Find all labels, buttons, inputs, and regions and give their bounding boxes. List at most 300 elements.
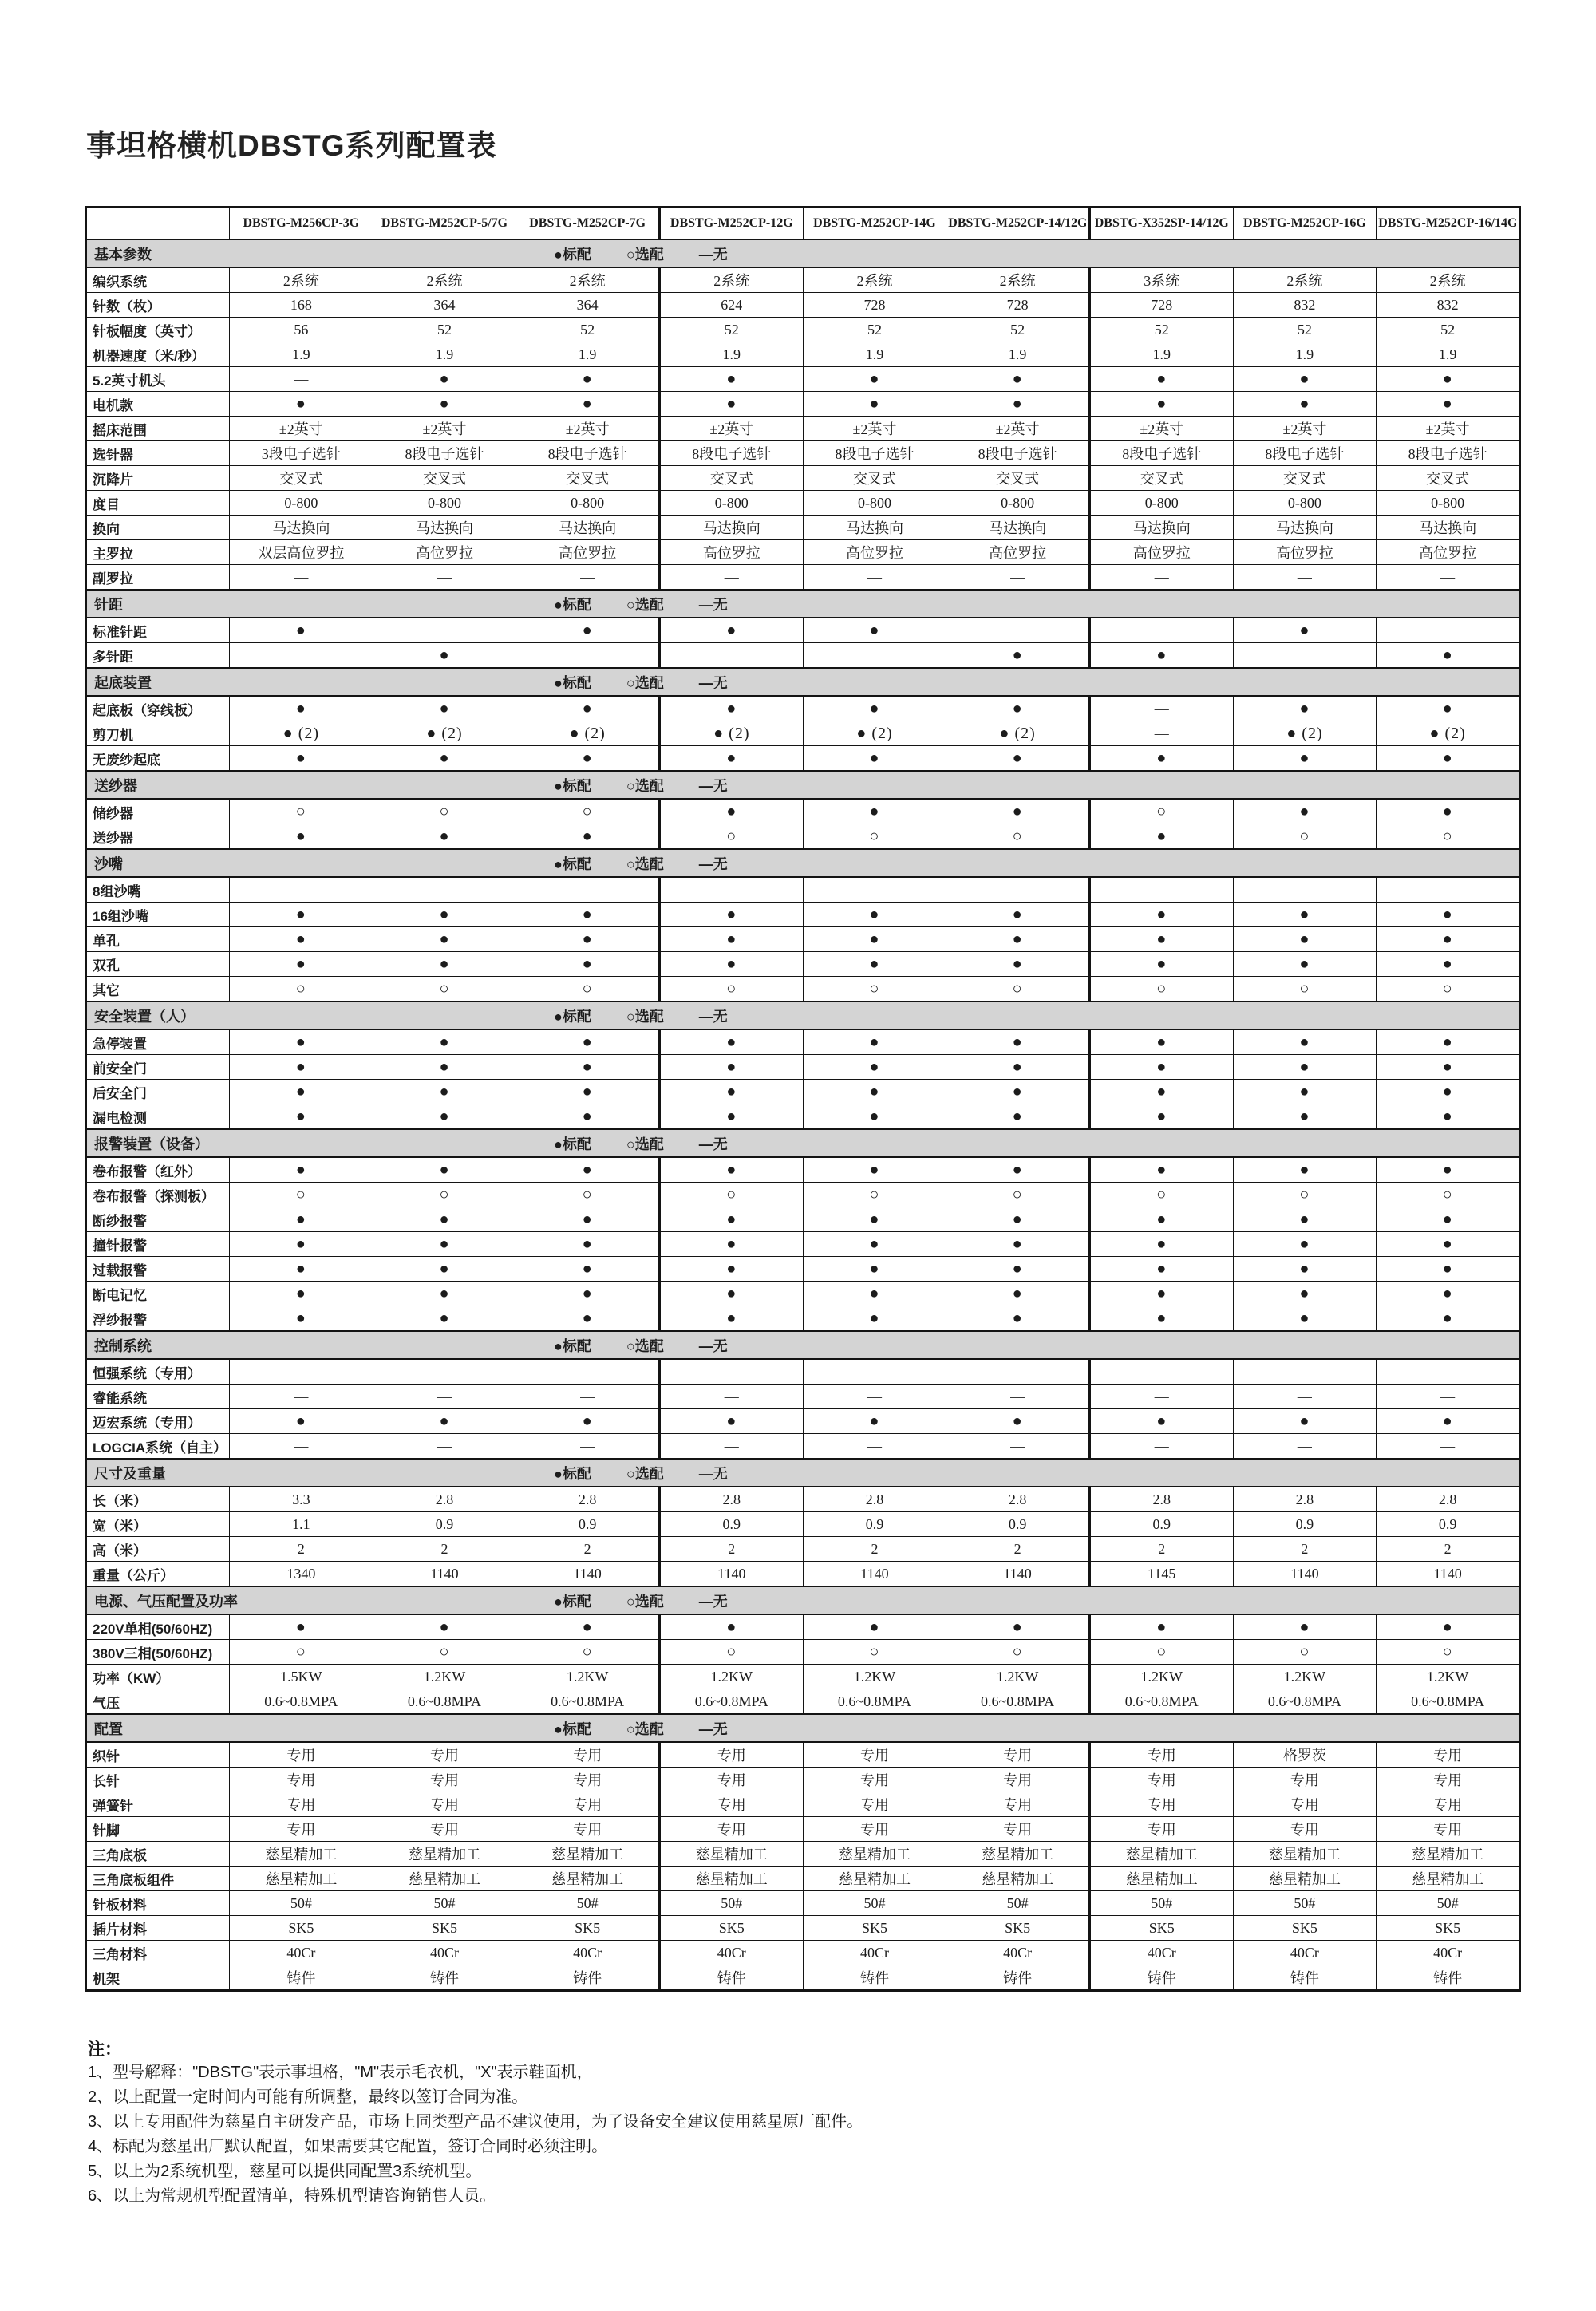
value-cell: ● (1233, 799, 1377, 824)
value-cell: — (1377, 877, 1520, 903)
model-header-cell: DBSTG-M252CP-16/14G (1377, 207, 1520, 240)
value-cell: ● (803, 952, 946, 977)
section-header-row (86, 1129, 1520, 1157)
value-cell: 专用 (1377, 1817, 1520, 1842)
value-cell: 专用 (1089, 1768, 1233, 1792)
value-cell: ● (516, 1104, 660, 1130)
value-cell: ● (516, 824, 660, 850)
value-cell: ● (516, 927, 660, 952)
value-cell: 慈星精加工 (516, 1867, 660, 1891)
value-cell: 专用 (516, 1817, 660, 1842)
value-cell: ● (1377, 643, 1520, 669)
value-cell: 专用 (659, 1742, 803, 1768)
note-item: 1、型号解释："DBSTG"表示事坦格，"M"表示毛衣机，"X"表示鞋面机， (88, 2064, 593, 2081)
legend (554, 853, 763, 874)
value-cell: ±2英寸 (803, 417, 946, 441)
value-cell: ● (946, 643, 1090, 669)
value-cell: 2系统 (803, 267, 946, 293)
row-label-cell: 双孔 (86, 952, 230, 977)
value-cell (373, 618, 516, 643)
row-label-cell: 16组沙嘴 (86, 903, 230, 927)
value-cell: 3段电子选针 (230, 441, 373, 466)
value-cell: 40Cr (373, 1941, 516, 1965)
row-label-cell: 沉降片 (86, 466, 230, 491)
value-cell: 40Cr (1377, 1941, 1520, 1965)
value-cell: — (1233, 1434, 1377, 1460)
value-cell: ● (373, 1257, 516, 1282)
value-cell: 1.2KW (516, 1665, 660, 1689)
section-header-row (86, 1459, 1520, 1487)
value-cell: 0.9 (516, 1512, 660, 1537)
value-cell: 慈星精加工 (803, 1867, 946, 1891)
value-cell: ● (1089, 952, 1233, 977)
section-title: 基本参数 (94, 246, 152, 263)
spec-row (86, 1157, 1520, 1183)
spec-row (86, 824, 1520, 850)
value-cell: ● (946, 1306, 1090, 1332)
value-cell: ● (516, 903, 660, 927)
value-cell: SK5 (946, 1916, 1090, 1941)
value-cell: ○ (230, 799, 373, 824)
value-cell: 铸件 (230, 1965, 373, 1991)
value-cell: ○ (1233, 824, 1377, 850)
row-label-cell: 三角材料 (86, 1941, 230, 1965)
value-cell: 40Cr (230, 1941, 373, 1965)
spec-row (86, 293, 1520, 318)
value-cell: — (230, 1434, 373, 1460)
value-cell: 0.9 (373, 1512, 516, 1537)
value-cell: — (1377, 1359, 1520, 1385)
value-cell: 专用 (1377, 1792, 1520, 1817)
value-cell: ● (1233, 1409, 1377, 1434)
value-cell: ○ (373, 977, 516, 1002)
value-cell: ● (659, 1207, 803, 1232)
value-cell: ● (373, 1080, 516, 1104)
note-item: 3、以上专用配件为慈星自主研发产品，市场上同类型产品不建议使用，为了设备安全建议使用慈星原厂配件。 (88, 2113, 863, 2131)
value-cell: 专用 (803, 1792, 946, 1817)
value-cell: ● (516, 1207, 660, 1232)
value-cell: 专用 (1233, 1768, 1377, 1792)
value-cell: ● (1233, 1257, 1377, 1282)
value-cell: 高位罗拉 (803, 540, 946, 565)
value-cell: 2系统 (1377, 267, 1520, 293)
value-cell: 2 (1089, 1537, 1233, 1562)
value-cell: 0.6~0.8MPA (1377, 1689, 1520, 1715)
legend-item: ○选配 (626, 1720, 664, 1737)
spec-row (86, 1768, 1520, 1792)
spec-table-body (86, 207, 1520, 1991)
row-label-cell: 5.2英寸机头 (86, 367, 230, 392)
value-cell: ● (2) (946, 721, 1090, 746)
value-cell: ● (516, 1306, 660, 1332)
value-cell: — (230, 1385, 373, 1409)
spec-row (86, 1104, 1520, 1130)
value-cell: ● (373, 1029, 516, 1055)
value-cell: ● (373, 1207, 516, 1232)
value-cell: ● (659, 799, 803, 824)
value-cell (659, 643, 803, 669)
value-cell: 2 (516, 1537, 660, 1562)
value-cell: ● (373, 1306, 516, 1332)
value-cell: 慈星精加工 (1089, 1842, 1233, 1867)
value-cell: 3系统 (1089, 267, 1233, 293)
value-cell: ● (230, 1282, 373, 1306)
value-cell: 2 (946, 1537, 1090, 1562)
value-cell: — (659, 1385, 803, 1409)
value-cell: 52 (1377, 318, 1520, 342)
value-cell: ● (230, 952, 373, 977)
value-cell: ● (516, 1282, 660, 1306)
section-header-cell (86, 849, 1520, 877)
row-label-cell: 度目 (86, 491, 230, 516)
spec-row (86, 441, 1520, 466)
value-cell: — (946, 877, 1090, 903)
row-label-cell: 迈宏系统（专用） (86, 1409, 230, 1434)
value-cell: 1140 (516, 1562, 660, 1587)
value-cell: 1.2KW (659, 1665, 803, 1689)
spec-row (86, 1487, 1520, 1512)
value-cell: 专用 (803, 1742, 946, 1768)
value-cell: 1.9 (1377, 342, 1520, 367)
note-item: 5、以上为2系统机型，慈星可以提供同配置3系统机型。 (88, 2163, 482, 2180)
value-cell: — (803, 1385, 946, 1409)
spec-row (86, 1842, 1520, 1867)
legend-item: ●标配 (554, 1136, 591, 1152)
spec-row (86, 1562, 1520, 1587)
value-cell: 0.6~0.8MPA (516, 1689, 660, 1715)
value-cell: ○ (803, 977, 946, 1002)
legend-item: ●标配 (554, 1720, 591, 1737)
value-cell: — (659, 1434, 803, 1460)
value-cell: ○ (516, 1183, 660, 1207)
value-cell: ● (659, 952, 803, 977)
value-cell: ● (230, 927, 373, 952)
legend (554, 775, 763, 796)
value-cell: ● (1233, 392, 1377, 417)
value-cell: 格罗茨 (1233, 1742, 1377, 1768)
value-cell: SK5 (803, 1916, 946, 1941)
value-cell: ○ (803, 1183, 946, 1207)
value-cell: ○ (1233, 1640, 1377, 1665)
value-cell: 0.6~0.8MPA (373, 1689, 516, 1715)
value-cell: 慈星精加工 (516, 1842, 660, 1867)
value-cell: 马达换向 (373, 516, 516, 540)
row-label-cell: 电机款 (86, 392, 230, 417)
legend-item: ○选配 (626, 596, 664, 613)
value-cell: ● (2) (373, 721, 516, 746)
value-cell (946, 618, 1090, 643)
value-cell: ● (516, 1055, 660, 1080)
value-cell: 马达换向 (659, 516, 803, 540)
value-cell: 2.8 (803, 1487, 946, 1512)
legend-item: ●标配 (554, 1337, 591, 1354)
value-cell: ● (803, 799, 946, 824)
value-cell: — (373, 1385, 516, 1409)
value-cell: 0.6~0.8MPA (659, 1689, 803, 1715)
value-cell: 2.8 (946, 1487, 1090, 1512)
value-cell: ○ (1089, 799, 1233, 824)
value-cell: 马达换向 (516, 516, 660, 540)
value-cell: 铸件 (659, 1965, 803, 1991)
row-label-cell: 高（米） (86, 1537, 230, 1562)
value-cell: ±2英寸 (516, 417, 660, 441)
value-cell: ● (1233, 927, 1377, 952)
value-cell: 50# (946, 1891, 1090, 1916)
value-cell: ● (1089, 367, 1233, 392)
value-cell: ● (803, 927, 946, 952)
row-label-cell: 单孔 (86, 927, 230, 952)
value-cell: ● (230, 1055, 373, 1080)
section-header-cell (86, 239, 1520, 267)
value-cell: ● (1233, 1104, 1377, 1130)
value-cell: 1140 (373, 1562, 516, 1587)
section-header-row (86, 1586, 1520, 1614)
value-cell: ○ (1377, 1640, 1520, 1665)
legend-item: ●标配 (554, 674, 591, 691)
value-cell: — (1377, 565, 1520, 591)
value-cell: ● (1377, 952, 1520, 977)
row-label-cell: 剪刀机 (86, 721, 230, 746)
value-cell: ● (803, 1614, 946, 1640)
notes-label: 注： (88, 2040, 121, 2059)
value-cell: SK5 (373, 1916, 516, 1941)
value-cell: ● (1089, 927, 1233, 952)
value-cell: ○ (516, 977, 660, 1002)
value-cell: 624 (659, 293, 803, 318)
spec-row (86, 367, 1520, 392)
value-cell: ● (659, 1306, 803, 1332)
value-cell: ● (230, 1029, 373, 1055)
value-cell: ● (1377, 1055, 1520, 1080)
value-cell: SK5 (516, 1916, 660, 1941)
model-header-cell: DBSTG-X352SP-14/12G (1089, 207, 1233, 240)
value-cell: ● (230, 696, 373, 721)
value-cell: ● (659, 1409, 803, 1434)
spec-row (86, 1916, 1520, 1941)
value-cell: SK5 (1377, 1916, 1520, 1941)
value-cell: 慈星精加工 (1233, 1867, 1377, 1891)
spec-row (86, 1941, 1520, 1965)
section-header-cell (86, 590, 1520, 618)
model-header-cell: DBSTG-M252CP-14G (803, 207, 946, 240)
value-cell: 728 (946, 293, 1090, 318)
value-cell: 1.9 (516, 342, 660, 367)
value-cell: 铸件 (1089, 1965, 1233, 1991)
value-cell: 慈星精加工 (230, 1867, 373, 1891)
spec-row (86, 977, 1520, 1002)
legend (554, 1590, 763, 1611)
value-cell: ○ (1377, 977, 1520, 1002)
value-cell: ±2英寸 (1233, 417, 1377, 441)
value-cell: ● (1233, 1207, 1377, 1232)
legend-item: ○选配 (626, 855, 664, 872)
value-cell: — (1089, 721, 1233, 746)
value-cell: 0.9 (946, 1512, 1090, 1537)
legend-item: ●标配 (554, 1008, 591, 1025)
value-cell: ● (659, 1157, 803, 1183)
row-label-cell: 针脚 (86, 1817, 230, 1842)
value-cell: 1.2KW (373, 1665, 516, 1689)
value-cell: 40Cr (1233, 1941, 1377, 1965)
value-cell: 专用 (659, 1792, 803, 1817)
value-cell: — (230, 367, 373, 392)
value-cell: ● (946, 392, 1090, 417)
value-cell: ● (659, 1614, 803, 1640)
value-cell: 双层高位罗拉 (230, 540, 373, 565)
value-cell: — (373, 877, 516, 903)
value-cell: ● (946, 1207, 1090, 1232)
value-cell: ● (946, 799, 1090, 824)
value-cell: — (946, 1359, 1090, 1385)
value-cell: — (230, 877, 373, 903)
value-cell: 交叉式 (230, 466, 373, 491)
value-cell: 0.6~0.8MPA (1233, 1689, 1377, 1715)
value-cell: ● (516, 367, 660, 392)
row-label-cell: 针板材料 (86, 1891, 230, 1916)
spec-row (86, 1867, 1520, 1891)
value-cell: ● (1377, 1207, 1520, 1232)
value-cell: ● (1377, 1157, 1520, 1183)
row-label-cell: 主罗拉 (86, 540, 230, 565)
value-cell: 交叉式 (659, 466, 803, 491)
value-cell: 专用 (516, 1742, 660, 1768)
row-label-cell: 断纱报警 (86, 1207, 230, 1232)
legend (554, 1463, 763, 1483)
value-cell: 2.8 (659, 1487, 803, 1512)
value-cell: ● (1089, 1104, 1233, 1130)
value-cell: 慈星精加工 (659, 1867, 803, 1891)
value-cell: ±2英寸 (373, 417, 516, 441)
spec-row (86, 1232, 1520, 1257)
row-label-cell: 宽（米） (86, 1512, 230, 1537)
legend-item: ●标配 (554, 1465, 591, 1482)
value-cell: 52 (946, 318, 1090, 342)
row-label-cell: 机架 (86, 1965, 230, 1991)
value-cell: 慈星精加工 (946, 1867, 1090, 1891)
value-cell: ○ (1089, 1183, 1233, 1207)
value-cell: 364 (373, 293, 516, 318)
value-cell: ● (1233, 1282, 1377, 1306)
value-cell: 交叉式 (1377, 466, 1520, 491)
section-header-cell (86, 1001, 1520, 1029)
row-label-cell: LOGCIA系统（自主） (86, 1434, 230, 1460)
value-cell: — (1089, 696, 1233, 721)
value-cell: 慈星精加工 (1089, 1867, 1233, 1891)
value-cell: ● (2) (516, 721, 660, 746)
section-title: 针距 (94, 596, 123, 613)
value-cell: 慈星精加工 (230, 1842, 373, 1867)
value-cell: — (803, 565, 946, 591)
value-cell: ● (373, 824, 516, 850)
value-cell: ● (659, 903, 803, 927)
value-cell: 马达换向 (1089, 516, 1233, 540)
value-cell: 1140 (1233, 1562, 1377, 1587)
value-cell: ● (1089, 392, 1233, 417)
value-cell: 1.2KW (1089, 1665, 1233, 1689)
value-cell: 0.9 (659, 1512, 803, 1537)
value-cell: ● (373, 952, 516, 977)
value-cell: — (659, 565, 803, 591)
row-label-cell: 摇床范围 (86, 417, 230, 441)
spec-row (86, 746, 1520, 772)
value-cell: 交叉式 (1089, 466, 1233, 491)
value-cell: ● (230, 1104, 373, 1130)
value-cell: 1.1 (230, 1512, 373, 1537)
value-cell (1377, 618, 1520, 643)
value-cell: 40Cr (516, 1941, 660, 1965)
value-cell: 专用 (230, 1792, 373, 1817)
value-cell: 交叉式 (803, 466, 946, 491)
row-label-cell: 插片材料 (86, 1916, 230, 1941)
value-cell: 52 (659, 318, 803, 342)
value-cell: ● (659, 618, 803, 643)
value-cell: ● (1089, 1232, 1233, 1257)
row-label-cell: 针数（枚） (86, 293, 230, 318)
value-cell: ● (373, 903, 516, 927)
value-cell: 8段电子选针 (659, 441, 803, 466)
value-cell: 2.8 (1089, 1487, 1233, 1512)
model-header-row (86, 207, 1520, 240)
row-label-cell: 送纱器 (86, 824, 230, 850)
value-cell: ● (946, 903, 1090, 927)
row-label-cell: 恒强系统（专用） (86, 1359, 230, 1385)
value-cell: ● (803, 1029, 946, 1055)
model-header-cell: DBSTG-M252CP-7G (516, 207, 660, 240)
legend-item: —无 (698, 1008, 728, 1025)
legend-item: ●标配 (554, 596, 591, 613)
value-cell: ● (230, 618, 373, 643)
model-header-cell: DBSTG-M252CP-5/7G (373, 207, 516, 240)
value-cell: ● (946, 1232, 1090, 1257)
value-cell: 1.9 (230, 342, 373, 367)
value-cell: ● (1377, 392, 1520, 417)
value-cell: 1140 (803, 1562, 946, 1587)
value-cell: ● (803, 367, 946, 392)
value-cell: ○ (803, 824, 946, 850)
value-cell: 3.3 (230, 1487, 373, 1512)
value-cell: ○ (1233, 977, 1377, 1002)
value-cell: ● (230, 1614, 373, 1640)
value-cell: ● (946, 1257, 1090, 1282)
value-cell: 0.9 (1377, 1512, 1520, 1537)
row-label-cell: 换向 (86, 516, 230, 540)
value-cell: ● (1377, 696, 1520, 721)
value-cell: 40Cr (803, 1941, 946, 1965)
value-cell: — (230, 565, 373, 591)
value-cell: ○ (946, 977, 1090, 1002)
value-cell: — (1089, 1359, 1233, 1385)
value-cell: ● (946, 367, 1090, 392)
spec-row (86, 1080, 1520, 1104)
notes (88, 2040, 863, 2209)
value-cell: 马达换向 (803, 516, 946, 540)
value-cell: 2 (1233, 1537, 1377, 1562)
value-cell: 2 (230, 1537, 373, 1562)
page-title: 事坦格横机DBSTG系列配置表 (86, 129, 497, 162)
row-label-cell: 卷布报警（红外） (86, 1157, 230, 1183)
value-cell: 专用 (230, 1742, 373, 1768)
value-cell: ● (1233, 367, 1377, 392)
value-cell: ● (373, 1157, 516, 1183)
value-cell: ● (946, 927, 1090, 952)
section-title: 报警装置（设备） (94, 1136, 209, 1152)
legend-item: ○选配 (626, 777, 664, 794)
spec-row (86, 1817, 1520, 1842)
row-label-cell: 急停装置 (86, 1029, 230, 1055)
value-cell: 铸件 (946, 1965, 1090, 1991)
row-label-cell: 副罗拉 (86, 565, 230, 591)
value-cell: ● (516, 1029, 660, 1055)
